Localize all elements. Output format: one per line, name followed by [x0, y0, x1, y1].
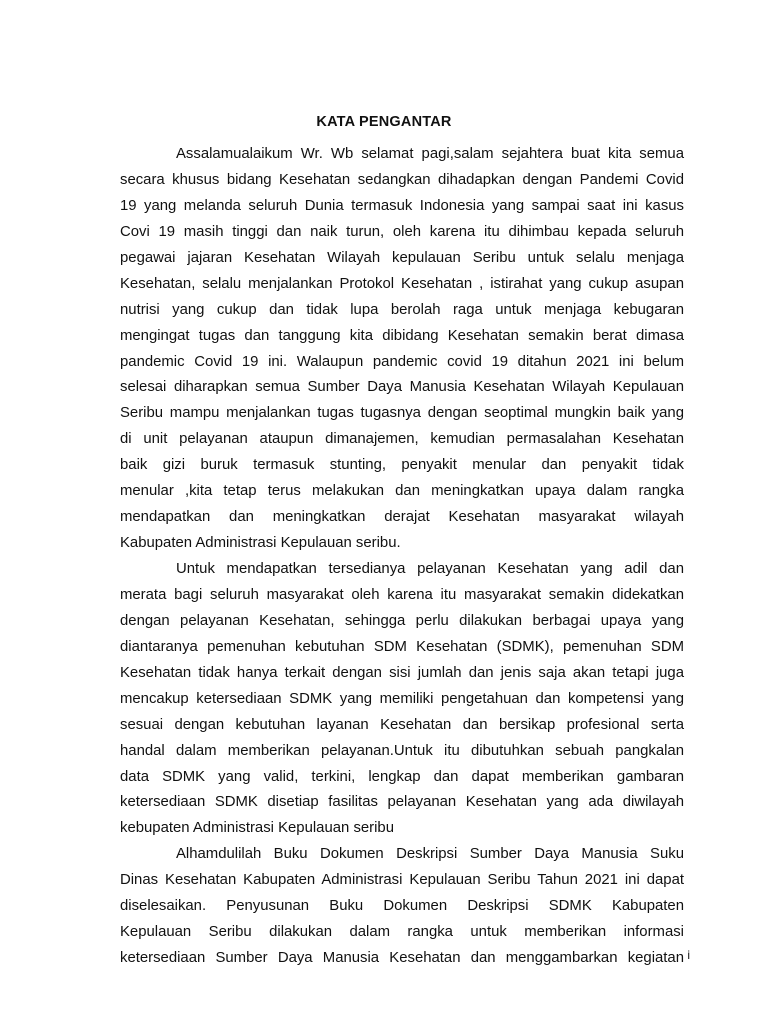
text-line: Kesehatan tidak hanya terkait dengan sisi jumlah dan jenis saja akan tetapi juga: [120, 664, 684, 681]
text-line: sesuai dengan kebutuhan layanan Kesehatan dan bersikap profesional serta: [120, 716, 684, 733]
body-text: [120, 145, 684, 975]
text-line: Dinas Kesehatan Kabupaten Administrasi Kepulauan Seribu Tahun 2021 ini dapat: [120, 872, 684, 889]
text-line: Assalamualaikum Wr. Wb selamat pagi,salam sejahtera buat kita semua: [176, 146, 684, 162]
text-line: mendapatkan dan meningkatkan derajat Kesehatan masyarakat wilayah: [120, 509, 684, 526]
text-line: Alhamdulilah Buku Dokumen Deskripsi Sumber Daya Manusia Suku: [176, 846, 684, 863]
text-line: dengan pelayanan Kesehatan, sehingga perlu dilakukan berbagai upaya yang: [120, 612, 684, 629]
text-line: di unit pelayanan ataupun dimanajemen, kemudian permasalahan Kesehatan: [120, 431, 684, 448]
text-line: diselesaikan. Penyusunan Buku Dokumen Deskripsi SDMK Kabupaten: [120, 898, 684, 915]
text-line: 19 yang melanda seluruh Dunia termasuk Indonesia yang sampai saat ini kasus: [120, 197, 684, 214]
text-line: pegawai jajaran Kesehatan Wilayah kepulauan Seribu untuk selalu menjaga: [120, 249, 684, 266]
text-line: menular ,kita tetap terus melakukan dan meningkatkan upaya dalam rangka: [120, 483, 684, 500]
text-line: Kesehatan, selalu menjalankan Protokol Kesehatan , istirahat yang cukup asupan: [120, 275, 684, 292]
text-line: secara khusus bidang Kesehatan sedangkan dihadapkan dengan Pandemi Covid: [120, 171, 684, 188]
text-line: baik gizi buruk termasuk stunting, penyakit menular dan penyakit tidak: [120, 457, 684, 474]
text-line: pandemic Covid 19 ini. Walaupun pandemic covid 19 ditahun 2021 ini belum: [120, 353, 684, 370]
text-line: mengingat tugas dan tanggung kita dibidang Kesehatan semakin berat dimasa: [120, 327, 684, 344]
text-line: Kepulauan Seribu dilakukan dalam rangka untuk memberikan informasi: [120, 924, 684, 941]
text-line: ketersediaan Sumber Daya Manusia Kesehatan dan menggambarkan kegiatan: [120, 950, 684, 967]
page-title: KATA PENGANTAR: [316, 114, 452, 130]
text-line: nutrisi yang cukup dan tidak lupa berolah raga untuk menjaga kebugaran: [120, 301, 684, 318]
text-line: mencakup ketersediaan SDMK yang memiliki pengetahuan dan kompetensi yang: [120, 690, 684, 707]
text-line: selesai diharapkan semua Sumber Daya Manusia Kesehatan Wilayah Kepulauan: [120, 379, 684, 396]
text-line: Seribu mampu menjalankan tugas tugasnya dengan seoptimal mungkin baik yang: [120, 405, 684, 422]
text-line: ketersediaan SDMK disetiap fasilitas pelayanan Kesehatan yang ada diwilayah: [120, 794, 684, 811]
text-line: data SDMK yang valid, terkini, lengkap dan dapat memberikan gambaran: [120, 768, 684, 785]
text-line: kebupaten Administrasi Kepulauan seribu: [120, 820, 395, 837]
text-line: Untuk mendapatkan tersedianya pelayanan Kesehatan yang adil dan: [176, 561, 684, 577]
text-line: Covi 19 masih tinggi dan naik turun, oleh karena itu dihimbau kepada seluruh: [120, 223, 684, 240]
text-line: Kabupaten Administrasi Kepulauan seribu.: [120, 535, 401, 552]
text-line: diantaranya pemenuhan kebutuhan SDM Kesehatan (SDMK), pemenuhan SDM: [120, 638, 684, 655]
text-line: merata bagi seluruh masyarakat oleh karena itu masyarakat semakin didekatkan: [120, 586, 684, 603]
page-number: i: [687, 948, 690, 962]
text-line: handal dalam memberikan pelayanan.Untuk itu dibutuhkan sebuah pangkalan: [120, 742, 684, 759]
